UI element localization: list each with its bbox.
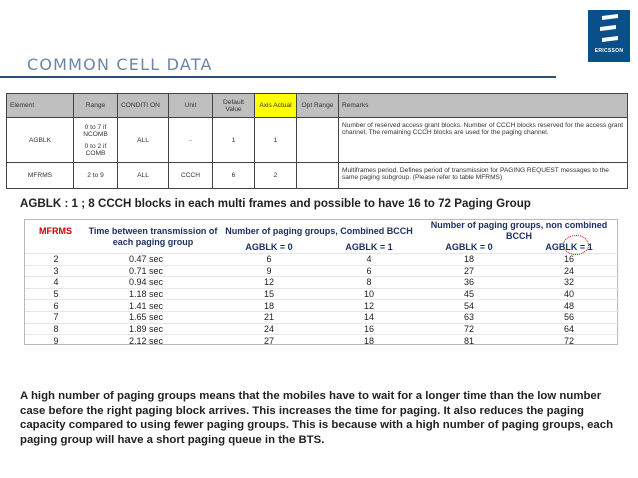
paging-table-row [25, 277, 619, 289]
cell-mfrms: 5 [25, 288, 87, 300]
cell-time: 0.47 sec [87, 254, 219, 266]
cell-mfrms: 7 [25, 311, 87, 323]
cell-noncombined-agblk1: 40 [519, 288, 619, 300]
cell-combined-agblk0: 6 [219, 254, 319, 266]
cell-unit: - [169, 118, 213, 163]
cell-combined-agblk1: 10 [319, 288, 419, 300]
cell-noncombined-agblk1: 32 [519, 277, 619, 289]
cell-mfrms: 3 [25, 265, 87, 277]
cell-condition: ALL [118, 118, 169, 163]
paging-table-body [25, 254, 619, 347]
ericsson-logo [588, 10, 630, 62]
cell-noncombined-agblk1: 64 [519, 323, 619, 335]
cell-combined-agblk1: 6 [319, 265, 419, 277]
parameter-table [6, 93, 628, 189]
cell-noncombined-agblk1: 56 [519, 311, 619, 323]
header-default-value: Default Value [213, 94, 255, 118]
cell-noncombined-agblk0: 72 [419, 323, 519, 335]
parameter-row-agblk [7, 118, 628, 163]
cell-element: AGBLK [7, 118, 74, 163]
cell-combined-agblk0: 24 [219, 323, 319, 335]
cell-opt-range [297, 163, 339, 189]
range-line: 0 to 2 if COMB [84, 142, 107, 157]
header-remarks: Remarks [339, 94, 628, 118]
cell-noncombined-agblk0: 45 [419, 288, 519, 300]
header-condition: CONDITI ON [118, 94, 169, 118]
cell-combined-agblk0: 18 [219, 300, 319, 312]
cell-combined-agblk0: 27 [219, 335, 319, 347]
header-mfrms: MFRMS [39, 225, 72, 236]
cell-noncombined-agblk0: 54 [419, 300, 519, 312]
paging-group-table-panel [24, 219, 618, 345]
cell-noncombined-agblk1: 24 [519, 265, 619, 277]
cell-actual: 1 [255, 118, 297, 163]
parameter-row-mfrms [7, 163, 628, 189]
cell-opt-range [297, 118, 339, 163]
cell-mfrms: 6 [25, 300, 87, 312]
cell-time: 0.94 sec [87, 277, 219, 289]
header-opt-range: Opt Range [297, 94, 339, 118]
cell-condition: ALL [118, 163, 169, 189]
cell-time: 2.12 sec [87, 335, 219, 347]
paging-header-row [25, 220, 619, 242]
cell-time: 1.65 sec [87, 311, 219, 323]
cell-noncombined-agblk0: 36 [419, 277, 519, 289]
cell-unit: CCCH [169, 163, 213, 189]
paging-table-row [25, 254, 619, 266]
cell-time: 1.41 sec [87, 300, 219, 312]
paging-table-row [25, 265, 619, 277]
cell-default: 6 [213, 163, 255, 189]
header-range: Range [74, 94, 118, 118]
cell-remarks: Multiframes period. Defines period of transmission for PAGING REQUEST messages to the same paging subgroup. (Please refer to table MFRMS) [339, 163, 628, 189]
cell-noncombined-agblk0: 27 [419, 265, 519, 277]
header-agblk: AGBLK = 0 [445, 242, 493, 252]
cell-combined-agblk0: 15 [219, 288, 319, 300]
cell-noncombined-agblk0: 81 [419, 335, 519, 347]
cell-mfrms: 8 [25, 323, 87, 335]
header-unit: Unit [169, 94, 213, 118]
cell-combined-agblk0: 12 [219, 277, 319, 289]
paging-table-row [25, 300, 619, 312]
highlight-circle [563, 235, 589, 255]
cell-combined-agblk0: 21 [219, 311, 319, 323]
title-divider [0, 76, 556, 78]
cell-combined-agblk1: 4 [319, 254, 419, 266]
paging-table-row [25, 323, 619, 335]
cell-combined-agblk1: 12 [319, 300, 419, 312]
logo-wordmark: ERICSSON [594, 48, 624, 54]
range-line: 0 to 7 if NCOMB [83, 123, 108, 138]
cell-range [74, 118, 118, 163]
cell-noncombined-agblk1: 72 [519, 335, 619, 347]
header-time: Time between transmission of each paging group [88, 225, 218, 247]
cell-element: MFRMS [7, 163, 74, 189]
cell-combined-agblk1: 16 [319, 323, 419, 335]
cell-combined-agblk1: 18 [319, 335, 419, 347]
cell-actual: 2 [255, 163, 297, 189]
cell-range: 2 to 9 [74, 163, 118, 189]
cell-time: 1.18 sec [87, 288, 219, 300]
cell-mfrms: 2 [25, 254, 87, 266]
explanation-paragraph: A high number of paging groups means that the mobiles have to wait for a longer time than the low number case before the right paging block arrives. This increases the time for paging. It also reduces the paging capacity compared to using fewer paging groups. This is because with a high number of paging groups, each paging group will have a short paging queue in the BTS. [20, 390, 614, 446]
cell-combined-agblk1: 8 [319, 277, 419, 289]
cell-remarks: Number of reserved access grant blocks. Number of CCCH blocks reserved for the access grant channel. The remaining CCCH blocks are used for the paging channel. [339, 118, 628, 163]
paging-table-row [25, 335, 619, 347]
header-combined: Number of paging groups, Combined BCCH [225, 225, 413, 236]
header-agblk: AGBLK = 0 [245, 242, 293, 252]
paging-table-row [25, 311, 619, 323]
cell-combined-agblk1: 14 [319, 311, 419, 323]
parameter-header-row [7, 94, 628, 118]
cell-time: 0.71 sec [87, 265, 219, 277]
paging-table-row [25, 288, 619, 300]
cell-noncombined-agblk1: 16 [519, 254, 619, 266]
cell-time: 1.89 sec [87, 323, 219, 335]
ericsson-mark-icon [595, 14, 623, 46]
cell-combined-agblk0: 9 [219, 265, 319, 277]
cell-mfrms: 9 [25, 335, 87, 347]
header-element: Element [7, 94, 74, 118]
paging-group-table [25, 220, 619, 346]
cell-mfrms: 4 [25, 277, 87, 289]
cell-default: 1 [213, 118, 255, 163]
agblk-summary: AGBLK : 1 ; 8 CCCH blocks in each multi frames and possible to have 16 to 72 Paging Group [20, 197, 531, 210]
header-axis-actual: Axis Actual [255, 94, 297, 118]
cell-noncombined-agblk1: 48 [519, 300, 619, 312]
cell-noncombined-agblk0: 63 [419, 311, 519, 323]
header-agblk: AGBLK = 1 [345, 242, 393, 252]
header-non-combined: Number of paging groups, non combined BCCH [430, 220, 608, 241]
header-blank [25, 242, 87, 254]
header-agblk: AGBLK = 1 [545, 242, 593, 252]
cell-noncombined-agblk0: 18 [419, 254, 519, 266]
page-title: COMMON CELL DATA [27, 55, 213, 74]
